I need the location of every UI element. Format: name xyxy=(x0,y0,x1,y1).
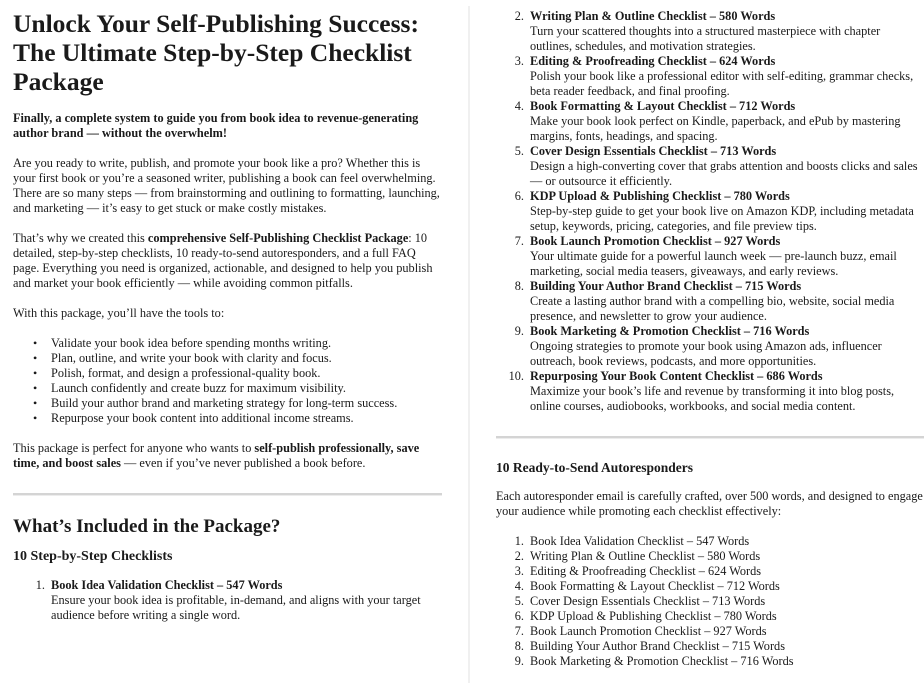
item-number: 1. xyxy=(514,534,524,548)
checklist-item xyxy=(492,99,924,144)
intro-paragraph-4 xyxy=(13,441,443,471)
item-description: Ensure your book idea is profitable, in-demand, and aligns with your target audience before writing a single word. xyxy=(51,593,421,622)
list-item xyxy=(492,654,924,669)
item-number: 10. xyxy=(508,369,524,383)
checklist-item xyxy=(492,144,924,189)
item-text: Building Your Author Brand Checklist – 715 Words xyxy=(530,639,785,653)
item-title: Book Marketing & Promotion Checklist – 716 Words xyxy=(530,324,810,338)
item-text: Cover Design Essentials Checklist – 713 Words xyxy=(530,594,766,608)
item-number: 7. xyxy=(514,234,524,248)
list-item xyxy=(492,639,924,654)
tagline: Finally, a complete system to guide you from book idea to revenue-generating author brand — without the overwhelm! xyxy=(13,111,419,140)
item-number: 9. xyxy=(514,324,524,338)
item-description: Create a lasting author brand with a compelling bio, website, social media presence, and newsletter to grow your audience. xyxy=(530,294,895,323)
item-number: 8. xyxy=(514,279,524,293)
autoresponders-heading: 10 Ready-to-Send Autoresponders xyxy=(496,460,694,475)
benefits-list xyxy=(13,336,443,426)
list-item: • Polish, format, and design a professional-quality book. xyxy=(13,366,443,381)
item-number: 1. xyxy=(35,578,45,592)
item-number: 4. xyxy=(514,579,524,593)
item-text: Book Formatting & Layout Checklist – 712 Words xyxy=(530,579,780,593)
included-heading: What’s Included in the Package? xyxy=(13,516,281,537)
checklist-list-part-1 xyxy=(13,578,443,623)
item-text: Book Marketing & Promotion Checklist – 716 Words xyxy=(530,654,794,668)
item-number: 5. xyxy=(514,144,524,158)
autoresponder-list xyxy=(492,534,924,669)
intro-p4-bold: self-publish professionally, save time, and boost sales xyxy=(13,441,420,470)
item-number: 5. xyxy=(514,594,524,608)
item-number: 2. xyxy=(514,9,524,23)
item-title: Book Idea Validation Checklist – 547 Words xyxy=(51,578,283,592)
list-item: • Repurpose your book content into additional income streams. xyxy=(13,411,443,426)
list-item: • Plan, outline, and write your book with clarity and focus. xyxy=(13,351,443,366)
checklist-list-part-2 xyxy=(492,9,924,414)
list-item xyxy=(492,579,924,594)
intro-p2-bold: comprehensive Self-Publishing Checklist Package xyxy=(147,231,409,245)
checklist-item xyxy=(492,279,924,324)
column-divider xyxy=(468,6,470,683)
intro-p4-text: This package is perfect for anyone who wants to xyxy=(13,441,255,455)
item-number: 4. xyxy=(514,99,524,113)
list-item xyxy=(492,564,924,579)
list-item: • Launch confidently and create buzz for maximum visibility. xyxy=(13,381,443,396)
item-description: Polish your book like a professional editor with self-editing, grammar checks, beta reader feedback, and final proofing. xyxy=(530,69,914,98)
checklist-item xyxy=(492,324,924,369)
autoresponders-intro: Each autoresponder email is carefully crafted, over 500 words, and designed to engage your audience while promoting each checklist effectively: xyxy=(496,489,923,518)
section-divider xyxy=(496,436,924,439)
item-title: Book Launch Promotion Checklist – 927 Words xyxy=(530,234,781,248)
item-description: Turn your scattered thoughts into a structured masterpiece with chapter outlines, schedules, and motivation strategies. xyxy=(530,24,881,53)
item-number: 3. xyxy=(514,564,524,578)
item-number: 6. xyxy=(514,609,524,623)
intro-paragraph-2 xyxy=(13,231,443,291)
item-text: Editing & Proofreading Checklist – 624 Words xyxy=(530,564,762,578)
item-title: Book Formatting & Layout Checklist – 712 Words xyxy=(530,99,796,113)
page-title: Unlock Your Self-Publishing Success: The Ultimate Step-by-Step Checklist Package xyxy=(13,9,419,96)
checklist-item xyxy=(13,578,443,623)
item-number: 7. xyxy=(514,624,524,638)
item-number: 3. xyxy=(514,54,524,68)
list-item xyxy=(492,534,924,549)
item-text: Book Idea Validation Checklist – 547 Words xyxy=(530,534,750,548)
item-number: 6. xyxy=(514,189,524,203)
item-description: Design a high-converting cover that grabs attention and boosts clicks and sales — or outsource it efficiently. xyxy=(530,159,918,188)
item-text: KDP Upload & Publishing Checklist – 780 Words xyxy=(530,609,777,623)
item-description: Make your book look perfect on Kindle, paperback, and ePub by mastering margins, fonts, headings, and spacing. xyxy=(530,114,901,143)
intro-p2-text: That’s why we created this xyxy=(13,231,148,245)
checklist-item xyxy=(492,54,924,99)
item-title: KDP Upload & Publishing Checklist – 780 Words xyxy=(530,189,790,203)
section-divider xyxy=(13,493,442,496)
list-item xyxy=(492,609,924,624)
checklist-item xyxy=(492,9,924,54)
intro-paragraph-3: With this package, you’ll have the tools to: xyxy=(13,306,225,320)
item-number: 2. xyxy=(514,549,524,563)
list-item xyxy=(492,549,924,564)
checklist-item xyxy=(492,234,924,279)
item-title: Building Your Author Brand Checklist – 715 Words xyxy=(530,279,802,293)
item-number: 9. xyxy=(514,654,524,668)
item-description: Ongoing strategies to promote your book using Amazon ads, influencer outreach, book reviews, podcasts, and more opportunities. xyxy=(530,339,882,368)
item-description: Step-by-step guide to get your book live on Amazon KDP, including metadata setup, keywords, pricing, categories, and file preview tips. xyxy=(530,204,914,233)
list-item xyxy=(492,594,924,609)
list-item xyxy=(492,624,924,639)
item-text: Book Launch Promotion Checklist – 927 Words xyxy=(530,624,767,638)
item-number: 8. xyxy=(514,639,524,653)
left-column xyxy=(13,0,443,623)
item-description: Your ultimate guide for a powerful launch week — pre-launch buzz, email marketing, social media teasers, giveaways, and early reviews. xyxy=(530,249,897,278)
list-item: • Validate your book idea before spending months writing. xyxy=(13,336,443,351)
item-text: Writing Plan & Outline Checklist – 580 Words xyxy=(530,549,761,563)
intro-p4-text-after: — even if you’ve never published a book before. xyxy=(120,456,366,470)
intro-p2-text-after: : 10 detailed, step-by-step checklists, 10 ready-to-send autoresponders, and a full FAQ page. Everything you need is organized, actionable, and designed to help you publish and market your book efficiently — while avoiding common pitfalls. xyxy=(13,231,433,290)
item-title: Writing Plan & Outline Checklist – 580 Words xyxy=(530,9,776,23)
checklist-item xyxy=(492,369,924,414)
item-title: Repurposing Your Book Content Checklist – 686 Words xyxy=(530,369,823,383)
right-column xyxy=(496,0,924,669)
checklists-heading: 10 Step-by-Step Checklists xyxy=(13,549,173,564)
checklist-item xyxy=(492,189,924,234)
item-title: Cover Design Essentials Checklist – 713 Words xyxy=(530,144,777,158)
intro-paragraph-1: Are you ready to write, publish, and promote your book like a pro? Whether this is your first book or you’re a seasoned writer, publishing a book can feel overwhelming. There are so many steps — from brainstorming and outlining to formatting, launching, and marketing — it’s easy to get stuck or make costly mistakes. xyxy=(13,156,440,215)
item-description: Maximize your book’s life and revenue by transforming it into blog posts, online courses, audiobooks, workbooks, and social media content. xyxy=(530,384,895,413)
item-title: Editing & Proofreading Checklist – 624 Words xyxy=(530,54,776,68)
list-item: • Build your author brand and marketing strategy for long-term success. xyxy=(13,396,443,411)
